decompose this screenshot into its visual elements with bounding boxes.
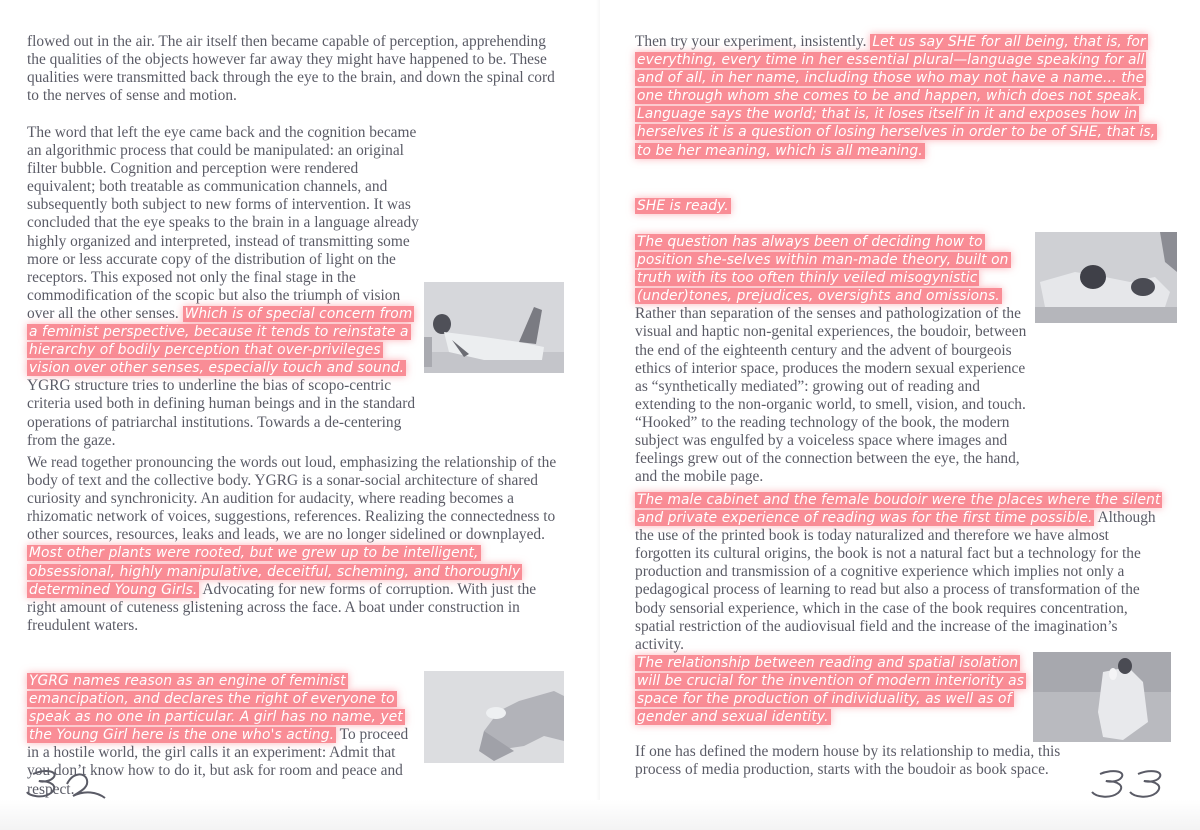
highlighted-quote: Most other plants were rooted, but we grew up to be intelligent, obsessional, highly manipulative, deceitful, scheming, and thoroughly determined Young Girls. [29,545,521,598]
left-paragraph-2 [27,124,419,450]
left-paragraph-1 [27,33,557,105]
body-text: Although the use of the printed book is today naturalized and therefore we have almost forgotten its cultural origins, the book is not a natural fact but a technology for the production and transmission of a cognitive experience which implies not only a pedagogical process of learning to read but also a process of transformation of the body sensorial experience, which in the case of the book requires concentration, spatial restriction of the audiovisual field and the increase of the imagination’s activity. [635,509,1156,653]
right-paragraph-4 [635,491,1163,654]
right-paragraph-3 [635,233,1031,486]
highlighted-quote: The question has always been of deciding how to position she-selves within man-made theory, built on truth with its too often thinly veiled misogynistic (under)tones, prejudices, oversights and omissions. [637,234,1009,305]
photo-person-kneeling [1033,652,1171,742]
body-text: If one has defined the modern house by its relationship to media, this process of media production, starts with the boudoir as book space. [635,743,1061,779]
highlighted-quote: YGRG names reason as an engine of feminist emancipation, and declares the right of everyone to speak as no one in particular. A girl has no name, yet the Young Girl here is the one who's acting. [29,673,403,744]
body-text: To proceed in a hostile world, the girl calls it an experiment: Admit that you don’t know how to do it, but ask for room and peace and respect. [27,726,409,798]
page-bottom-edge [0,800,1200,830]
right-page [600,0,1200,830]
photo-two-people-lying [1035,232,1177,323]
right-paragraph-2 [635,197,1163,215]
page-number-32 [25,766,107,802]
page-number-33 [1090,768,1172,802]
page-number-glyph [1090,768,1172,802]
body-text: We read together pronouncing the words out loud, emphasizing the relationship of the body of text and the collective body. YGRG is a sonar-social architecture of shared curiosity and synchronicity. An audition for audacity, where reading becomes a rhizomatic network of voices, suggestions, references. Realizing the connectedness to other sources, resources, leaks and leads, we are no longer sidelined or downplayed. [27,454,557,544]
body-text: flowed out in the air. The air itself then became capable of perception, apprehending the qualities of the objects however far away they might have happened to be. These qualities were transmitted back through the eye to the brain, and down the spinal cord to the nerves of sense and motion. [27,33,555,105]
right-paragraph-1 [635,33,1163,160]
highlighted-quote: The relationship between reading and spatial isolation will be crucial for the invention of modern interiority as space for the production of individuality, as well as of gender and sexual identity. [637,655,1025,726]
body-text: Rather than separation of the senses and pathologization of the visual and haptic non-genital experiences, the boudoir, between the end of the eighteenth century and the advent of bourgeois ethics of interior space, produces the modern sexual experience as “synthetically mediated”: growing out of reading and extending to the non-organic world, to smell, vision, and touch. “Hooked” to the reading technology of the book, the modern subject was engulfed by a voiceless space where images and feelings grew out of the connection between the eye, the hand, and the mobile page. [635,305,1027,486]
photo-hands [424,671,564,763]
highlighted-quote: Let us say SHE for all being, that is, for everything, every time in her essential plural—language speaking for all and of all, in her name, including those who may not have a name… the one through whom she comes to be and happen, which does not speak. Language says the world; that is, it loses itself in it and exposes how in herselves it is a question of losing herselves in order to be of SHE, that is, to be her meaning, which is all meaning. [637,34,1156,159]
body-text: Then try your experiment, insistently. [635,33,871,50]
body-text: The word that left the eye came back and the cognition became an algorithmic process that could be manipulated: an original filter bubble. Cognition and perception were rendered equivalent; both treatable as communication channels, and subsequently both subject to new forms of intervention. It was concluded that the eye speaks to the brain in a language already highly organized and interpreted, instead of transmitting some more or less accurate copy of the distribution of light on the receptors. This exposed not only the final stage in the commodification of the scopic but also the triumph of vision over all the other senses. [27,124,419,322]
body-text: YGRG structure tries to underline the bias of scopo-centric criteria used both in defining human beings and in the standard operations of patriarchal institutions. Towards a de-centering from the gaze. [27,377,416,449]
right-paragraph-5 [635,654,1031,726]
highlighted-quote: SHE is ready. [637,198,729,214]
left-paragraph-3 [27,454,563,635]
highlighted-quote: Which is of special concern from a feminist perspective, because it tends to reinstate a hierarchy of bodily perception that over-privileges vision over other senses, especially touch and sound. [29,305,413,377]
body-text: Advocating for new forms of corruption. With just the right amount of cuteness glistening across the face. A boat under construction in freudulent waters. [27,580,537,634]
highlighted-quote: The male cabinet and the female boudoir were the places where the silent and private experience of reading was for the first time possible. [637,492,1161,527]
page-number-glyph [25,766,107,802]
right-paragraph-6 [635,743,1095,779]
photo-woman-reclining [424,282,564,373]
